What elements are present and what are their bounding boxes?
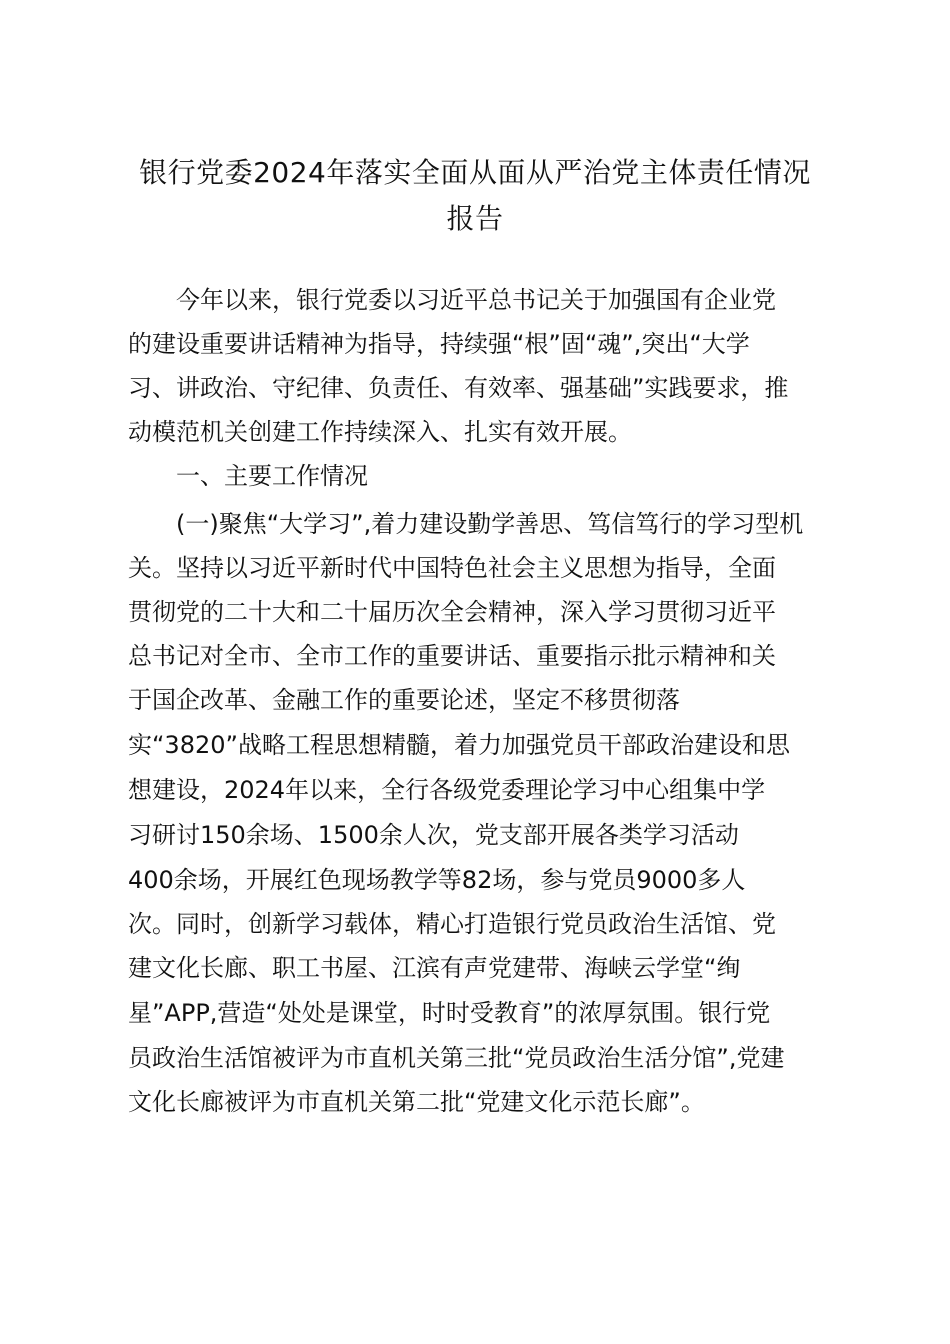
- paragraph-2-line-5: 于国企改革、金融工作的重要论述，坚定不移贯彻落: [128, 686, 680, 714]
- title-line-2: 报告: [446, 202, 504, 235]
- paragraph-2-line-6: 实“3820”战略工程思想精髓，着力加强党员干部政治建设和思: [128, 731, 790, 759]
- section-heading-main-work: 一、主要工作情况: [176, 462, 368, 490]
- paragraph-1-line-2: 的建设重要讲话精神为指导，持续强“根”固“魂”,突出“大学: [128, 330, 750, 358]
- paragraph-2-line-3: 贯彻党的二十大和二十届历次全会精神，深入学习贯彻习近平: [128, 598, 776, 626]
- paragraph-2-line-2: 关。坚持以习近平新时代中国特色社会主义思想为指导，全面: [128, 554, 776, 582]
- paragraph-2-line-9: 400余场，开展红色现场教学等82场，参与党员9000多人: [128, 866, 746, 894]
- paragraph-2-line-8: 习研讨150余场、1500余人次，党支部开展各类学习活动: [128, 821, 739, 849]
- title-line-1: 银行党委2024年落实全面从面从严治党主体责任情况: [139, 156, 811, 189]
- paragraph-2-line-4: 总书记对全市、全市工作的重要讲话、重要指示批示精神和关: [128, 642, 776, 670]
- document-title: [110, 150, 840, 242]
- paragraph-2-line-7: 想建设，2024年以来，全行各级党委理论学习中心组集中学: [128, 776, 766, 804]
- paragraph-1-line-1: 今年以来，银行党委以习近平总书记关于加强国有企业党: [176, 286, 776, 314]
- paragraph-2-line-11: 建文化长廊、职工书屋、江滨有声党建带、海峡云学堂“绚: [128, 954, 741, 982]
- paragraph-2-line-12: 星”APP,营造“处处是课堂，时时受教育”的浓厚氛围。银行党: [128, 999, 771, 1027]
- paragraph-2-line-14: 文化长廊被评为市直机关第二批“党建文化示范长廊”。: [128, 1088, 705, 1116]
- paragraph-2-line-13: 员政治生活馆被评为市直机关第三批“党员政治生活分馆”,党建: [128, 1044, 785, 1072]
- paragraph-2-line-1: (一)聚焦“大学习”,着力建设勤学善思、笃信笃行的学习型机: [176, 510, 804, 538]
- paragraph-1-line-3: 习、讲政治、守纪律、负责任、有效率、强基础”实践要求，推: [128, 374, 789, 402]
- paragraph-1-line-4: 动模范机关创建工作持续深入、扎实有效开展。: [128, 418, 632, 446]
- paragraph-2-line-10: 次。同时，创新学习载体，精心打造银行党员政治生活馆、党: [128, 910, 776, 938]
